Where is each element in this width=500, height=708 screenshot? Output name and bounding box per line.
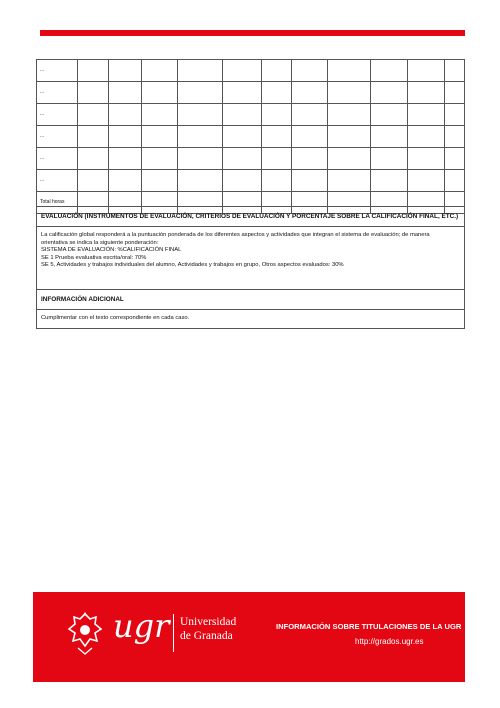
table-cell bbox=[328, 170, 371, 192]
table-cell bbox=[408, 126, 445, 148]
footer-info-title: INFORMACIÓN SOBRE TITULACIONES DE LA UGR bbox=[276, 622, 462, 631]
footer-divider bbox=[173, 614, 174, 652]
table-cell bbox=[328, 126, 371, 148]
table-cell bbox=[78, 82, 109, 104]
table-cell bbox=[408, 60, 445, 82]
table-cell bbox=[223, 60, 262, 82]
table-cell bbox=[445, 148, 465, 170]
table-cell bbox=[262, 104, 292, 126]
table-cell bbox=[223, 170, 262, 192]
evaluacion-line-5: SE 5, Actividades y trabajos individuales del alumno, Actividades y trabajos en grupo, Otros aspectos evaluados: 30% bbox=[41, 262, 344, 269]
table-cell bbox=[109, 126, 142, 148]
table-cell bbox=[292, 104, 328, 126]
table-cell bbox=[292, 60, 328, 82]
table-cell bbox=[223, 82, 262, 104]
table-cell bbox=[262, 126, 292, 148]
table-cell bbox=[445, 104, 465, 126]
table-cell bbox=[371, 170, 408, 192]
table-cell bbox=[371, 148, 408, 170]
table-cell bbox=[178, 82, 223, 104]
table-cell bbox=[371, 82, 408, 104]
table-cell bbox=[262, 148, 292, 170]
informacion-title: INFORMACIÓN ADICIONAL bbox=[41, 296, 124, 303]
evaluacion-line-3: SISTEMA DE EVALUACIÓN: %CALIFICACIÓN FINAL bbox=[41, 247, 182, 254]
footer-banner bbox=[33, 592, 465, 682]
table-cell bbox=[371, 126, 408, 148]
table-cell bbox=[445, 82, 465, 104]
table-cell bbox=[292, 126, 328, 148]
table-cell bbox=[262, 170, 292, 192]
table-cell bbox=[408, 170, 445, 192]
table-cell bbox=[262, 82, 292, 104]
table-cell bbox=[109, 104, 142, 126]
table-cell bbox=[142, 82, 178, 104]
table-cell bbox=[408, 82, 445, 104]
table-cell bbox=[178, 148, 223, 170]
table-cell bbox=[328, 148, 371, 170]
row-label: ... bbox=[37, 148, 78, 170]
table-cell bbox=[371, 104, 408, 126]
table-cell bbox=[292, 170, 328, 192]
table-cell bbox=[408, 104, 445, 126]
top-accent-bar bbox=[40, 30, 465, 36]
evaluacion-header bbox=[36, 206, 465, 227]
table-cell bbox=[445, 126, 465, 148]
university-name-line2: de Granada bbox=[180, 630, 233, 642]
table-row bbox=[37, 126, 465, 148]
row-label: ... bbox=[37, 104, 78, 126]
table-cell bbox=[78, 104, 109, 126]
informacion-header bbox=[36, 289, 465, 310]
table-cell bbox=[142, 126, 178, 148]
ugr-crest-icon bbox=[66, 611, 104, 655]
table-cell bbox=[78, 60, 109, 82]
table-cell bbox=[223, 104, 262, 126]
table-cell bbox=[178, 170, 223, 192]
table-cell bbox=[223, 126, 262, 148]
table-cell bbox=[109, 170, 142, 192]
table-cell bbox=[142, 104, 178, 126]
table-cell bbox=[109, 148, 142, 170]
row-label: ... bbox=[37, 170, 78, 192]
table-cell bbox=[142, 170, 178, 192]
row-label: ... bbox=[37, 126, 78, 148]
university-name-line1: Universidad bbox=[180, 616, 237, 628]
table-cell bbox=[109, 82, 142, 104]
table-cell bbox=[408, 148, 445, 170]
table-cell bbox=[109, 60, 142, 82]
evaluacion-line-2: orientativa se indica la siguiente ponderación: bbox=[41, 239, 159, 246]
row-label: ... bbox=[37, 60, 78, 82]
row-label: ... bbox=[37, 82, 78, 104]
table-cell bbox=[328, 104, 371, 126]
table-cell bbox=[78, 170, 109, 192]
table-row bbox=[37, 82, 465, 104]
table-row bbox=[37, 60, 465, 82]
table-cell bbox=[178, 126, 223, 148]
table-cell bbox=[78, 126, 109, 148]
table-cell bbox=[142, 60, 178, 82]
evaluacion-body bbox=[36, 226, 465, 290]
evaluacion-line-4: SE 1 Prueba evaluativa escrita/oral: 70% bbox=[41, 254, 147, 261]
informacion-text: Cumplimentar con el texto correspondiente en cada caso. bbox=[41, 315, 190, 321]
table-cell bbox=[78, 148, 109, 170]
footer-info-link[interactable]: http://grados.ugr.es bbox=[355, 637, 424, 646]
table-cell bbox=[262, 60, 292, 82]
table-cell bbox=[142, 148, 178, 170]
table-cell bbox=[445, 170, 465, 192]
hours-table bbox=[36, 59, 465, 214]
table-row bbox=[37, 170, 465, 192]
table-cell bbox=[223, 148, 262, 170]
table-cell bbox=[328, 82, 371, 104]
table-row bbox=[37, 104, 465, 126]
table-cell bbox=[371, 60, 408, 82]
evaluacion-line-1: La calificación global responderá a la puntuación ponderada de los diferentes aspectos y actividades que integran el sistema de evaluación; de manera bbox=[41, 232, 430, 238]
ugr-logo-text: ugr bbox=[113, 607, 170, 645]
table-cell bbox=[328, 60, 371, 82]
table-cell bbox=[292, 82, 328, 104]
evaluacion-title: EVALUACIÓN (INSTRUMENTOS DE EVALUACIÓN, CRITERIOS DE EVALUACIÓN Y PORCENTAJE SOBRE LA CALIFICACIÓN FINAL, ETC.) bbox=[41, 213, 459, 220]
table-cell bbox=[178, 104, 223, 126]
table-cell bbox=[445, 60, 465, 82]
table-row bbox=[37, 148, 465, 170]
informacion-body bbox=[36, 309, 465, 329]
table-cell bbox=[178, 60, 223, 82]
row-label: Total horas bbox=[37, 192, 78, 214]
table-cell bbox=[292, 148, 328, 170]
